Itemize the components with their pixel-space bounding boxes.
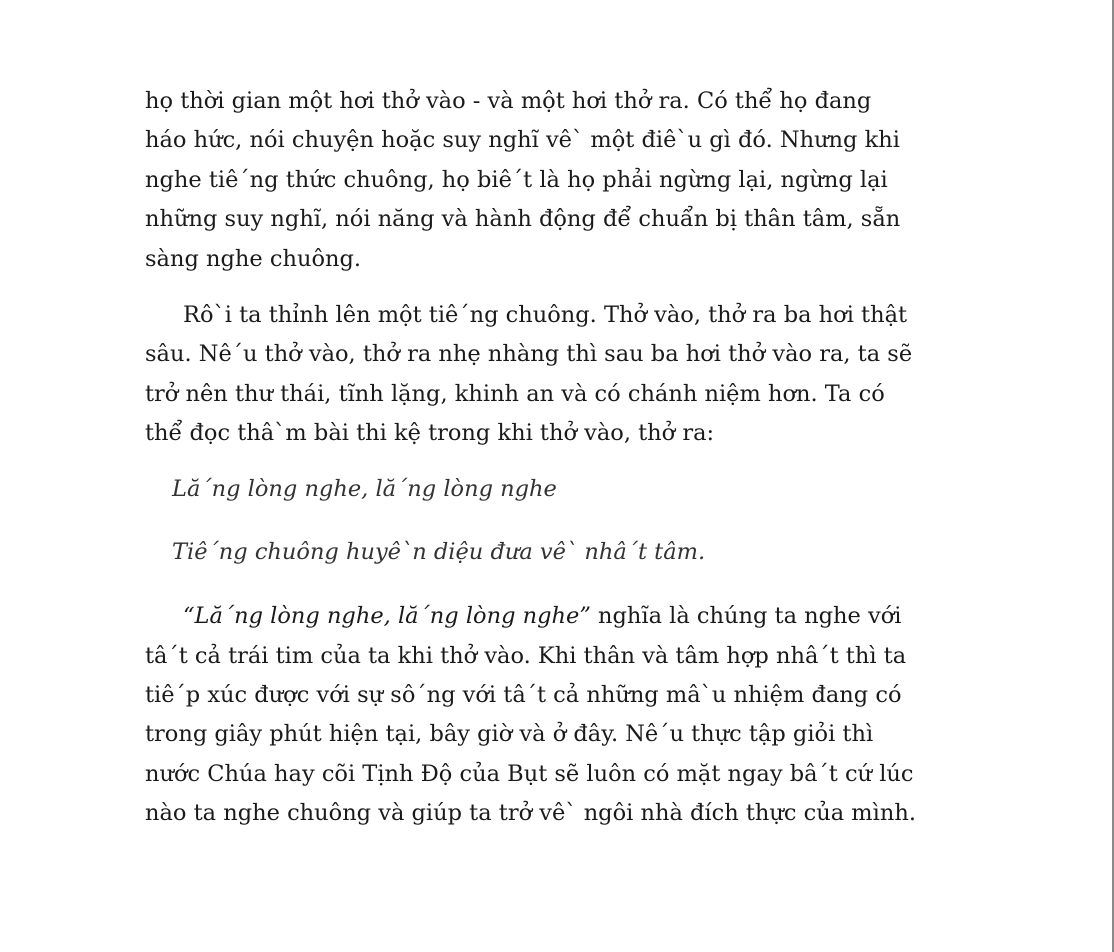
verse-block <box>145 470 985 573</box>
text-line-first <box>145 597 985 636</box>
text-line: Rô`i ta thỉnh lên một tiê´ng chuông. Thở vào, thở ra ba hơi thật <box>183 301 908 328</box>
text-line: những suy nghĩ, nói năng và hành động để chuẩn bị thân tâm, sẵn <box>145 206 901 233</box>
inline-quote: “Lă´ng lòng nghe, lă´ng lòng nghe” <box>183 603 591 630</box>
text-line: nghe tiê´ng thức chuông, họ biê´t là họ phải ngừng lại, ngừng lại <box>145 166 888 193</box>
text-line: thể đọc thâ`m bài thi kệ trong khi thở vào, thở ra: <box>145 420 715 447</box>
text-line: háo hức, nói chuyện hoặc suy nghĩ vê` một điê`u gì đó. Nhưng khi <box>145 127 900 154</box>
text-line: tiê´p xúc được với sự sô´ng với tâ´t cả những mâ`u nhiệm đang có <box>145 682 902 709</box>
verse-line: Tiê´ng chuông huyê`n diệu đưa vê` nhâ´t tâm. <box>172 538 706 565</box>
text-line: trở nên thư thái, tĩnh lặng, khinh an và có chánh niệm hơn. Ta có <box>145 380 885 407</box>
verse-line: Lă´ng lòng nghe, lă´ng lòng nghe <box>172 475 557 502</box>
text-line: họ thời gian một hơi thở vào - và một hơi thở ra. Có thể họ đang <box>145 88 872 114</box>
text-line: nước Chúa hay cõi Tịnh Độ của Bụt sẽ luôn có mặt ngay bâ´t cứ lúc <box>145 760 914 787</box>
paragraph-2 <box>145 296 985 454</box>
body-text <box>145 82 985 834</box>
text-line: trong giây phút hiện tại, bây giờ và ở đây. Nê´u thực tập giỏi thì <box>145 721 874 748</box>
text-line: nào ta nghe chuông và giúp ta trở vê` ngôi nhà đích thực của mình. <box>145 800 916 827</box>
paragraph-1 <box>145 82 985 279</box>
text-fragment: nghĩa là chúng ta nghe với <box>590 603 902 630</box>
text-line: sàng nghe chuông. <box>145 245 362 272</box>
paragraph-3 <box>145 597 985 833</box>
text-line: sâu. Nê´u thở vào, thở ra nhẹ nhàng thì sau ba hơi thở vào ra, ta sẽ <box>145 341 913 368</box>
text-line: tâ´t cả trái tim của ta khi thở vào. Khi thân và tâm hợp nhâ´t thì ta <box>145 642 907 669</box>
